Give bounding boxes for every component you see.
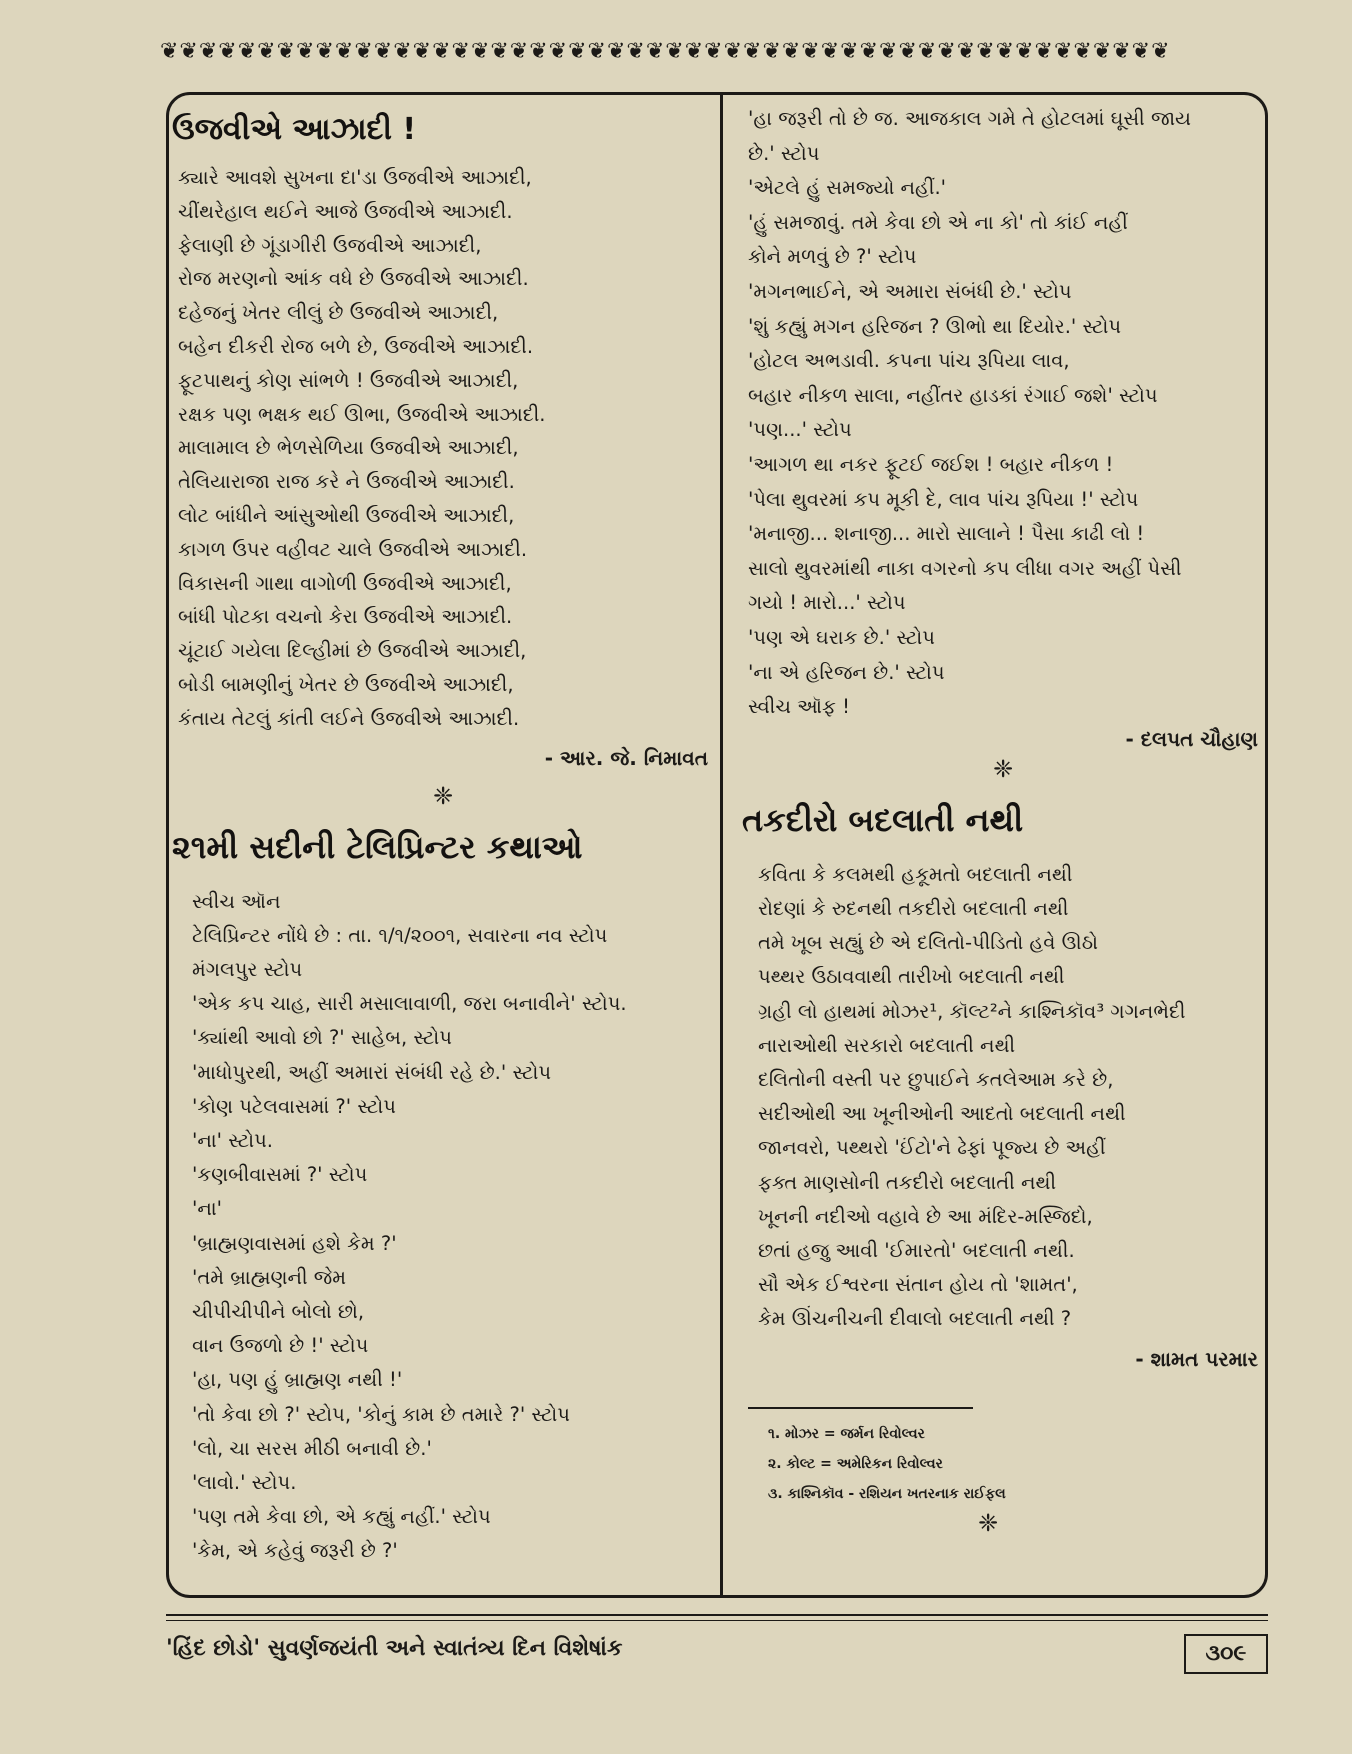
poem1-line: લોટ બાંધીને આંસુઓથી ઉજવીએ આઝાદી, bbox=[178, 503, 515, 527]
poem1-line: રોજ મરણનો આંક વધે છે ઉજવીએ આઝાદી. bbox=[178, 267, 529, 291]
poem2-line: કવિતા કે કલમથી હકૂમતો બદલાતી નથી bbox=[758, 862, 1073, 886]
story-line: 'તમે બ્રાહ્મણની જેમ bbox=[192, 1265, 347, 1289]
dialog-line: 'પણ...' સ્ટોપ bbox=[748, 418, 852, 442]
story-line: ચીપીચીપીને બોલો છો, bbox=[192, 1299, 365, 1323]
poem2-author: - શામત પરમાર bbox=[1135, 1346, 1258, 1371]
dialog-author: - દલપત ચૌહાણ bbox=[1125, 726, 1258, 751]
story-line: વાન ઉજળો છે !' સ્ટોપ bbox=[192, 1334, 369, 1358]
poem1-line: તેલિયારાજા રાજ કરે ને ઉજવીએ આઝાદી. bbox=[178, 470, 515, 494]
story-line: 'ના' સ્ટોપ. bbox=[192, 1128, 273, 1152]
dialog-line: 'ના એ હરિજન છે.' સ્ટોપ bbox=[748, 660, 945, 684]
story-line: 'કેમ, એ કહેવું જરૂરી છે ?' bbox=[192, 1539, 398, 1563]
poem1-line: ચૂંટાઈ ગયેલા દિલ્હીમાં છે ઉજવીએ આઝાદી, bbox=[178, 639, 527, 663]
story-line: 'લો, ચા સરસ મીઠી બનાવી છે.' bbox=[192, 1436, 432, 1460]
dialog-lines bbox=[748, 102, 1258, 725]
separator-icon: ❈ bbox=[992, 754, 1014, 783]
story-line: 'હા, પણ હું બ્રાહ્મણ નથી !' bbox=[192, 1368, 403, 1392]
poem1-line: ચીંથરેહાલ થઈને આજે ઉજવીએ આઝાદી. bbox=[178, 199, 513, 223]
dialog-line: 'મનાજી... શનાજી... મારો સાલાને ! પૈસા કાઢી લો ! bbox=[748, 522, 1145, 546]
footer-rule bbox=[166, 1614, 1268, 1616]
footnote-rule bbox=[748, 1407, 973, 1409]
poem2-line: કેમ ઊંચનીચની દીવાલો બદલાતી નથી ? bbox=[758, 1307, 1072, 1331]
story-line: 'એક કપ ચાહ, સારી મસાલાવાળી, જરા બનાવીને' સ્ટોપ. bbox=[192, 992, 627, 1016]
poem1-line: દહેજનું ખેતર લીલું છે ઉજવીએ આઝાદી, bbox=[178, 301, 499, 325]
footer-title: 'હિંદ છોડો' સુવર્ણજયંતી અને સ્વાતંત્ર્ય દિન વિશેષાંક bbox=[166, 1636, 623, 1661]
poem1-line: કાગળ ઉપર વહીવટ ચાલે ઉજવીએ આઝાદી. bbox=[178, 537, 528, 561]
poem2-lines bbox=[758, 858, 1258, 1337]
footer-rule-thin bbox=[166, 1620, 1268, 1621]
dialog-line: છે.' સ્ટોપ bbox=[748, 141, 820, 165]
story-line: સ્વીચ ઑન bbox=[192, 889, 281, 913]
poem1-line: બહેન દીકરી રોજ બળે છે, ઉજવીએ આઝાદી. bbox=[178, 334, 534, 358]
dialog-line: 'આગળ થા નકર ફૂટઈ જઈશ ! બહાર નીકળ ! bbox=[748, 452, 1114, 476]
dialog-line: કોને મળવું છે ?' સ્ટોપ bbox=[748, 245, 917, 269]
poem2-line: દલિતોની વસ્તી પર છુપાઈને કતલેઆમ કરે છે, bbox=[758, 1067, 1114, 1091]
poem2-line: ગ્રહી લો હાથમાં મોઝર¹, કૉલ્ટ²ને કાશ્નિકૉવ³ ગગનભેદી bbox=[758, 999, 1186, 1023]
poem1-line: કંતાય તેટલું કાંતી લઈને ઉજવીએ આઝાદી. bbox=[178, 706, 520, 730]
footnote-item: ૨. કોલ્ટ = અમેરિકન રિવોલ્વર bbox=[768, 1455, 943, 1472]
poem1-line: વિકાસની ગાથા વાગોળી ઉજવીએ આઝાદી, bbox=[178, 571, 512, 595]
poem2-title: તકદીરો બદલાતી નથી bbox=[742, 800, 1024, 839]
story-line: મંગલપુર સ્ટોપ bbox=[192, 957, 303, 981]
poem2-line: પથ્થર ઉઠાવવાથી તારીખો બદલાતી નથી bbox=[758, 965, 1065, 989]
poem2-line: છતાં હજુ આવી 'ઈમારતો' બદલાતી નથી. bbox=[758, 1238, 1075, 1262]
story-line: 'કણબીવાસમાં ?' સ્ટોપ bbox=[192, 1163, 368, 1187]
poem1-line: બાંધી પોટકા વચનો કેરા ઉજવીએ આઝાદી. bbox=[178, 605, 513, 629]
story-line: 'માધોપુરથી, અહીં અમારાં સંબંધી રહે છે.' સ્ટોપ bbox=[192, 1060, 551, 1084]
poem2-line: જાનવરો, પથ્થરો 'ઈંટો'ને ઢેફાં પૂજ્ય છે અહીં bbox=[758, 1136, 1106, 1160]
column-divider bbox=[720, 95, 723, 1595]
footnote-item: ૩. કાશ્નિકૉવ - રશિયન ખતરનાક રાઈફલ bbox=[768, 1485, 1006, 1502]
story-line: 'બ્રાહ્મણવાસમાં હશે કેમ ?' bbox=[192, 1231, 397, 1255]
story-line: 'ક્યાંથી આવો છો ?' સાહેબ, સ્ટોપ bbox=[192, 1026, 452, 1050]
poem1-line: ક્યારે આવશે સુખના દા'ડા ઉજવીએ આઝાદી, bbox=[178, 166, 532, 189]
page-number: ૩૦૯ bbox=[1184, 1634, 1268, 1674]
dialog-line: બહાર નીકળ સાલા, નહીંતર હાડકાં રંગાઈ જશે' સ્ટોપ bbox=[748, 383, 1158, 407]
poem2-line: સદીઓથી આ ખૂનીઓની આદતો બદલાતી નથી bbox=[758, 1102, 1126, 1126]
left-column bbox=[172, 100, 708, 1569]
poem1-line: ફેલાણી છે ગૂંડાગીરી ઉજવીએ આઝાદી, bbox=[178, 233, 482, 257]
dialog-line: ગયો ! મારો...' સ્ટોપ bbox=[748, 591, 906, 615]
dialog-line: 'હું સમજાવું. તમે કેવા છો એ ના કો' તો કાંઈ નહીં bbox=[748, 210, 1128, 234]
poem2-line: તમે ખૂબ સહ્યું છે એ દલિતો-પીડિતો હવે ઊઠો bbox=[758, 931, 1099, 955]
story-line: 'ના' bbox=[192, 1197, 223, 1221]
dialog-line: 'મગનભાઈને, એ અમારા સંબંધી છે.' સ્ટોપ bbox=[748, 279, 1072, 303]
story-lines bbox=[192, 885, 708, 1569]
poem2-line: રોદણાં કે રુદનથી તકદીરો બદલાતી નથી bbox=[758, 896, 1069, 920]
dialog-line: સાલો થુવરમાંથી નાકા વગરનો કપ લીધા વગર અહીં પેસી bbox=[748, 556, 1182, 580]
story-line: ટેલિપ્રિન્ટર નોંધે છે : તા. ૧/૧/૨૦૦૧, સવારના નવ સ્ટોપ bbox=[192, 923, 608, 947]
poem1-line: બોડી બામણીનું ખેતર છે ઉજવીએ આઝાદી, bbox=[178, 672, 514, 696]
top-ornament-border: ❦❦❦❦❦❦❦❦❦❦❦❦❦❦❦❦❦❦❦❦❦❦❦❦❦❦❦❦❦❦❦❦❦❦❦❦❦❦❦❦❦❦❦❦❦❦❦❦❦❦❦❦ bbox=[160, 39, 1171, 64]
separator-icon: ❈ bbox=[432, 781, 454, 810]
poem2-line: ફક્ત માણસોની તકદીરો બદલાતી નથી bbox=[758, 1170, 1057, 1194]
separator-icon: ❈ bbox=[977, 1508, 999, 1537]
dialog-line: 'હા જરૂરી તો છે જ. આજકાલ ગમે તે હોટલમાં ઘૂસી જાય bbox=[748, 107, 1192, 130]
poem1-author: - આર. જે. નિમાવત bbox=[544, 745, 708, 770]
dialog-line: 'એટલે હું સમજ્યો નહીં.' bbox=[748, 176, 947, 200]
story-line: 'પણ તમે કેવા છો, એ કહ્યું નહીં.' સ્ટોપ bbox=[192, 1505, 491, 1529]
poem1-line: ફૂટપાથનું કોણ સાંભળે ! ઉજવીએ આઝાદી, bbox=[178, 368, 519, 392]
poem2-line: સૌ એક ઈશ્વરના સંતાન હોય તો 'શામત', bbox=[758, 1273, 1078, 1297]
poem1-lines bbox=[178, 161, 708, 736]
poem1-line: રક્ષક પણ ભક્ષક થઈ ઊભા, ઉજવીએ આઝાદી. bbox=[178, 402, 546, 426]
poem1-title: ઉજવીએ આઝાદી ! bbox=[172, 112, 417, 147]
poem2-line: નારાઓથી સરકારો બદલાતી નથી bbox=[758, 1033, 1016, 1057]
poem2-line: ખૂનની નદીઓ વહાવે છે આ મંદિર-મસ્જિદો, bbox=[758, 1204, 1093, 1228]
footnotes bbox=[768, 1419, 1258, 1509]
dialog-line: 'શું કહ્યું મગન હરિજન ? ઊભો થા દિયોર.' સ્ટોપ bbox=[748, 314, 1122, 338]
poem1-line: માલામાલ છે ભેળસેળિયા ઉજવીએ આઝાદી, bbox=[178, 436, 519, 460]
dialog-line: 'પેલા થુવરમાં કપ મૂકી દે, લાવ પાંચ રૂપિયા !' સ્ટોપ bbox=[748, 487, 1139, 511]
dialog-line: 'હોટલ અભડાવી. કપના પાંચ રૂપિયા લાવ, bbox=[748, 349, 1070, 373]
story-title: ૨૧મી સદીની ટેલિપ્રિન્ટર કથાઓ bbox=[172, 827, 583, 866]
story-line: 'લાવો.' સ્ટોપ. bbox=[192, 1471, 297, 1494]
dialog-line: 'પણ એ ઘરાક છે.' સ્ટોપ bbox=[748, 625, 935, 649]
dialog-line: સ્વીચ ઑફ ! bbox=[748, 695, 850, 719]
right-column bbox=[742, 100, 1258, 1537]
footnote-item: ૧. મોઝર = જર્મન રિવોલ્વર bbox=[768, 1425, 925, 1442]
story-line: 'તો કેવા છો ?' સ્ટોપ, 'કોનું કામ છે તમારે ?' સ્ટોપ bbox=[192, 1402, 570, 1426]
story-line: 'કોણ પટેલવાસમાં ?' સ્ટોપ bbox=[192, 1094, 396, 1118]
